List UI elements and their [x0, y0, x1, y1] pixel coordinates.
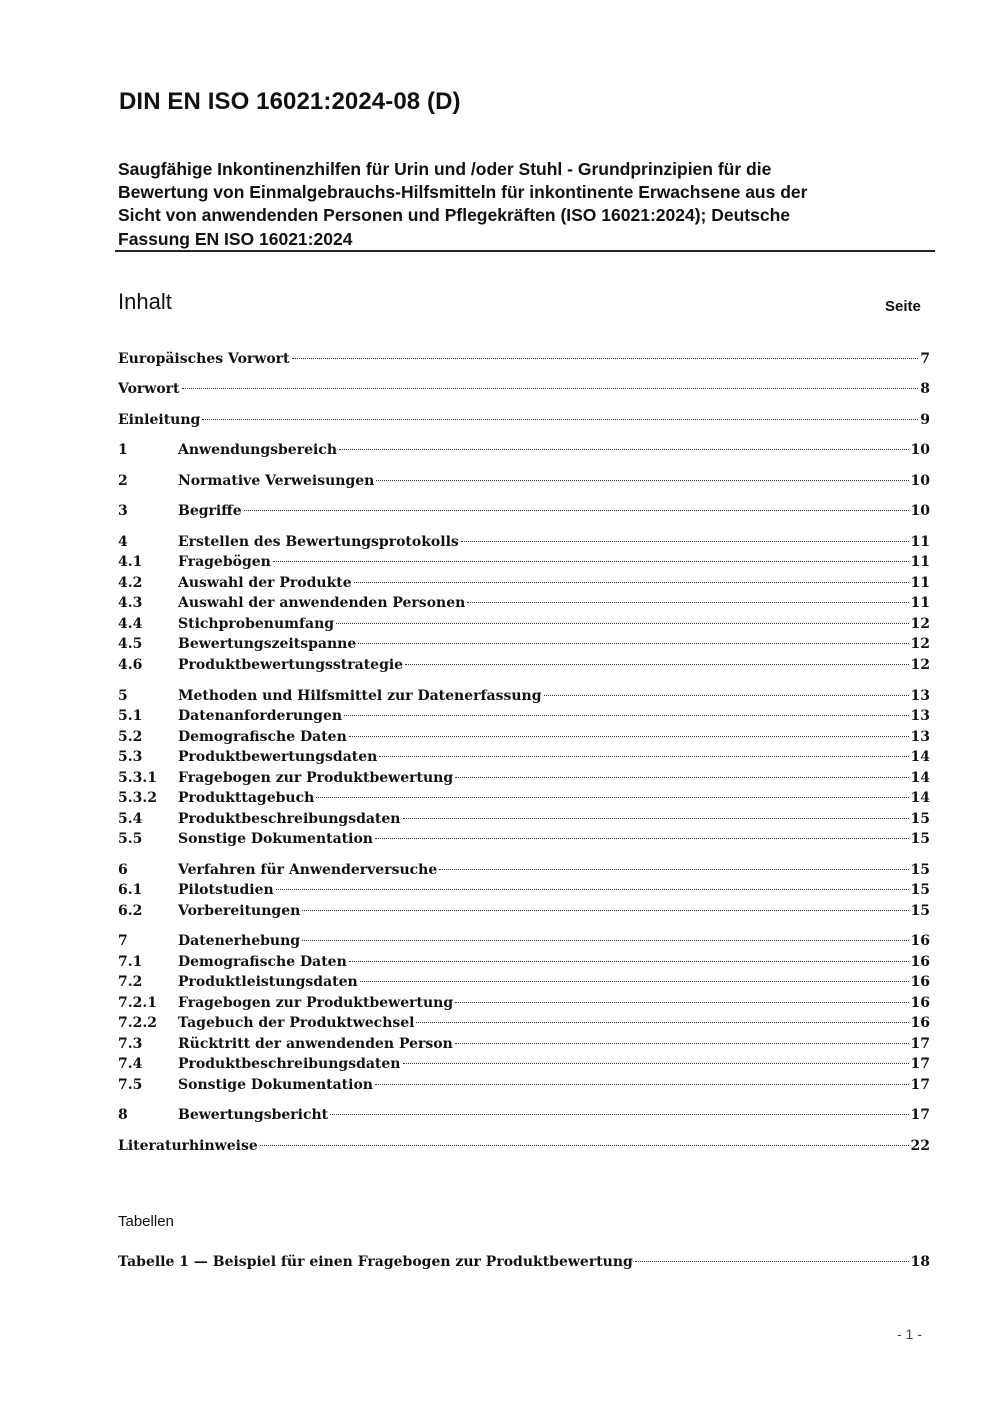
- toc-entry-page: 16: [910, 974, 930, 990]
- page-number: - 1 -: [897, 1326, 922, 1342]
- toc-entry-page: 11: [910, 534, 930, 550]
- toc-leader-dots: [273, 561, 909, 562]
- toc-entry-number: 5.3.1: [118, 770, 157, 786]
- toc-entry[interactable]: [118, 1252, 930, 1272]
- toc-leader-dots: [302, 910, 908, 911]
- toc-entry-number: 6: [118, 862, 128, 878]
- toc-entry[interactable]: [118, 1075, 930, 1095]
- toc-entry-title: Produktbewertungsdaten: [178, 749, 378, 765]
- toc-leader-dots: [330, 1114, 908, 1115]
- toc-entry[interactable]: [118, 747, 930, 767]
- toc-entry-title: Einleitung: [118, 412, 201, 428]
- toc-leader-dots: [349, 736, 909, 737]
- toc-entry-page: 10: [910, 473, 930, 489]
- toc-entry-number: 7.2.1: [118, 995, 157, 1011]
- title-line: Fassung EN ISO 16021:2024: [118, 228, 353, 249]
- toc-leader-dots: [375, 838, 909, 839]
- toc-entry-page: 16: [910, 1015, 930, 1031]
- toc-leader-dots: [405, 664, 908, 665]
- toc-entry-number: 4.1: [118, 554, 143, 570]
- toc-entry[interactable]: [118, 349, 930, 369]
- toc-entry[interactable]: [118, 593, 930, 613]
- toc-leader-dots: [292, 358, 919, 359]
- toc-entry-page: 13: [910, 688, 930, 704]
- toc-entry[interactable]: [118, 501, 930, 521]
- toc-entry-page: 15: [910, 903, 930, 919]
- toc-leader-dots: [358, 643, 908, 644]
- toc-entry-title: Produktbeschreibungsdaten: [178, 811, 401, 827]
- toc-leader-dots: [376, 480, 908, 481]
- toc-entry-page: 15: [910, 831, 930, 847]
- toc-entry-title: Auswahl der anwendenden Personen: [178, 595, 466, 611]
- toc-entry-title: Tagebuch der Produktwechsel: [178, 1015, 415, 1031]
- toc-entry-page: 15: [910, 862, 930, 878]
- toc-entry[interactable]: [118, 634, 930, 654]
- toc-entry[interactable]: [118, 532, 930, 552]
- title-line: Sicht von anwendenden Personen und Pflegekräften (ISO 16021:2024); Deutsche: [118, 205, 790, 226]
- toc-entry-title: Datenerhebung: [178, 933, 301, 949]
- toc-entry-page: 11: [910, 554, 930, 570]
- toc-entry-title: Begriffe: [178, 503, 242, 519]
- toc-entry[interactable]: [118, 993, 930, 1013]
- toc-entry-page: 12: [910, 657, 930, 673]
- toc-entry-page: 17: [910, 1036, 930, 1052]
- toc-entry-number: 1: [118, 442, 128, 458]
- toc-entry-title: Fragebögen: [178, 554, 271, 570]
- toc-entry-page: 8: [920, 381, 930, 397]
- toc-entry[interactable]: [118, 880, 930, 900]
- toc-entry-number: 5.1: [118, 708, 143, 724]
- title-divider: [115, 250, 935, 252]
- toc-entry[interactable]: [118, 972, 930, 992]
- toc-leader-dots: [354, 582, 909, 583]
- toc-entry-page: 9: [920, 412, 930, 428]
- toc-entry-title: Produktleistungsdaten: [178, 974, 358, 990]
- document-id: DIN EN ISO 16021:2024-08 (D): [119, 88, 461, 115]
- toc-entry-title: Demografische Daten: [178, 729, 347, 745]
- toc-entry-title: Auswahl der Produkte: [178, 575, 352, 591]
- toc-entry-title: Methoden und Hilfsmittel zur Datenerfassung: [178, 688, 542, 704]
- toc-entry-page: 16: [910, 933, 930, 949]
- toc-entry-number: 5.5: [118, 831, 143, 847]
- toc-entry-number: 3: [118, 503, 128, 519]
- toc-entry-number: 5: [118, 688, 128, 704]
- toc-entry-page: 16: [910, 954, 930, 970]
- toc-entry[interactable]: [118, 931, 930, 951]
- toc-entry-number: 7: [118, 933, 128, 949]
- toc-leader-dots: [182, 388, 919, 389]
- toc-entry-title: Produktbewertungsstrategie: [178, 657, 404, 673]
- toc-entry[interactable]: [118, 1034, 930, 1054]
- toc-entry-page: 15: [910, 811, 930, 827]
- toc-entry-title: Stichprobenumfang: [178, 616, 335, 632]
- toc-entry-title: Pilotstudien: [178, 882, 274, 898]
- toc-entry[interactable]: [118, 901, 930, 921]
- toc-entry-page: 14: [910, 790, 930, 806]
- toc-entry-page: 15: [910, 882, 930, 898]
- toc-entry[interactable]: [118, 809, 930, 829]
- toc-entry-page: 12: [910, 636, 930, 652]
- toc-entry[interactable]: [118, 573, 930, 593]
- toc-leader-dots: [461, 541, 909, 542]
- toc-entry[interactable]: [118, 1136, 930, 1156]
- toc-leader-dots: [403, 818, 909, 819]
- toc-entry-number: 7.3: [118, 1036, 143, 1052]
- toc-leader-dots: [244, 510, 909, 511]
- toc-entry-title: Sonstige Dokumentation: [178, 1077, 373, 1093]
- toc-entry-title: Fragebogen zur Produktbewertung: [178, 995, 454, 1011]
- toc-leader-dots: [336, 623, 908, 624]
- toc-entry-page: 10: [910, 503, 930, 519]
- toc-entry[interactable]: [118, 1054, 930, 1074]
- toc-entry-number: 6.2: [118, 903, 143, 919]
- toc-entry-page: 7: [920, 351, 930, 367]
- toc-entry-title: Bewertungsbericht: [178, 1107, 329, 1123]
- toc-leader-dots: [339, 449, 909, 450]
- toc-entry-number: 4.2: [118, 575, 143, 591]
- toc-entry-title: Rücktritt der anwendenden Person: [178, 1036, 453, 1052]
- toc-entry-page: 18: [910, 1254, 930, 1270]
- toc-leader-dots: [544, 695, 909, 696]
- toc-entry-title: Bewertungszeitspanne: [178, 636, 357, 652]
- toc-leader-dots: [455, 1002, 908, 1003]
- toc-entry-number: 7.5: [118, 1077, 143, 1093]
- toc-entry-number: 7.2.2: [118, 1015, 157, 1031]
- toc-entry-page: 13: [910, 708, 930, 724]
- toc-entry-title: Europäisches Vorwort: [118, 351, 290, 367]
- toc-entry[interactable]: [118, 614, 930, 634]
- toc-entry-page: 17: [910, 1056, 930, 1072]
- toc-entry-number: 5.2: [118, 729, 143, 745]
- toc-entry[interactable]: [118, 471, 930, 491]
- document-title: [118, 158, 918, 251]
- toc-entry[interactable]: [118, 1013, 930, 1033]
- toc-entry-number: 4: [118, 534, 128, 550]
- toc-entry-title: Verfahren für Anwenderversuche: [178, 862, 438, 878]
- toc-page-label: Seite: [885, 298, 921, 315]
- tables-heading: Tabellen: [118, 1213, 174, 1230]
- toc-entry-page: 17: [910, 1107, 930, 1123]
- toc-entry[interactable]: [118, 788, 930, 808]
- toc-entry[interactable]: [118, 860, 930, 880]
- toc-leader-dots: [349, 961, 909, 962]
- toc-leader-dots: [276, 889, 909, 890]
- toc-entry[interactable]: [118, 727, 930, 747]
- toc-leader-dots: [439, 869, 908, 870]
- toc-entry-number: 6.1: [118, 882, 143, 898]
- toc-entry-title: Produktbeschreibungsdaten: [178, 1056, 401, 1072]
- toc-leader-dots: [403, 1063, 909, 1064]
- toc-entry-title: Vorwort: [118, 381, 180, 397]
- toc-entry-page: 11: [910, 595, 930, 611]
- toc-entry[interactable]: [118, 768, 930, 788]
- toc-entry[interactable]: [118, 686, 930, 706]
- toc-leader-dots: [302, 940, 908, 941]
- toc-leader-dots: [260, 1145, 909, 1146]
- toc-leader-dots: [635, 1261, 909, 1262]
- toc-entry-title: Anwendungsbereich: [178, 442, 337, 458]
- toc-leader-dots: [416, 1022, 908, 1023]
- toc-leader-dots: [316, 797, 908, 798]
- toc-entry[interactable]: [118, 1105, 930, 1125]
- toc-entry-page: 17: [910, 1077, 930, 1093]
- toc-entry-number: 7.1: [118, 954, 143, 970]
- toc-entry-page: 11: [910, 575, 930, 591]
- toc-entry-page: 22: [910, 1138, 930, 1154]
- toc-entry-number: 4.5: [118, 636, 143, 652]
- toc-entry-title: Datenanforderungen: [178, 708, 343, 724]
- toc-entry-title: Vorbereitungen: [178, 903, 301, 919]
- toc-entry-number: 5.4: [118, 811, 143, 827]
- toc-leader-dots: [467, 602, 908, 603]
- toc-entry[interactable]: [118, 655, 930, 675]
- toc-entry-number: 7.4: [118, 1056, 143, 1072]
- toc-leader-dots: [344, 715, 908, 716]
- toc-entry[interactable]: [118, 440, 930, 460]
- toc-entry-number: 4.4: [118, 616, 143, 632]
- toc-entry[interactable]: [118, 952, 930, 972]
- toc-entry-page: 14: [910, 749, 930, 765]
- toc-entry-title: Sonstige Dokumentation: [178, 831, 373, 847]
- toc-entry[interactable]: [118, 706, 930, 726]
- toc-heading: Inhalt: [118, 289, 172, 314]
- title-line: Bewertung von Einmalgebrauchs-Hilfsmitteln für inkontinente Erwachsene aus der: [118, 182, 808, 203]
- toc-entry-page: 10: [910, 442, 930, 458]
- toc-entry-number: 5.3.2: [118, 790, 157, 806]
- toc-entry-title: Tabelle 1 — Beispiel für einen Fragebogen zur Produktbewertung: [118, 1254, 633, 1270]
- toc-entry-number: 5.3: [118, 749, 143, 765]
- toc-entry-page: 14: [910, 770, 930, 786]
- toc-leader-dots: [202, 419, 918, 420]
- toc-leader-dots: [455, 1043, 909, 1044]
- toc-entry[interactable]: [118, 410, 930, 430]
- toc-leader-dots: [455, 777, 908, 778]
- toc-leader-dots: [360, 981, 909, 982]
- toc-entry[interactable]: [118, 552, 930, 572]
- toc-entry-title: Fragebogen zur Produktbewertung: [178, 770, 454, 786]
- toc-leader-dots: [379, 756, 908, 757]
- toc-entry-number: 4.6: [118, 657, 143, 673]
- toc-entry-number: 4.3: [118, 595, 143, 611]
- toc-entry[interactable]: [118, 829, 930, 849]
- toc-entry-title: Normative Verweisungen: [178, 473, 375, 489]
- toc-entry-title: Literaturhinweise: [118, 1138, 258, 1154]
- title-line: Saugfähige Inkontinenzhilfen für Urin und /oder Stuhl - Grundprinzipien für die: [118, 159, 772, 179]
- toc-entry[interactable]: [118, 379, 930, 399]
- toc-entry-number: 2: [118, 473, 128, 489]
- toc-entry-title: Produkttagebuch: [178, 790, 315, 806]
- toc-entry-page: 16: [910, 995, 930, 1011]
- toc-entry-title: Erstellen des Bewertungsprotokolls: [178, 534, 459, 550]
- toc-entry-page: 12: [910, 616, 930, 632]
- toc-entry-number: 7.2: [118, 974, 143, 990]
- toc-leader-dots: [375, 1084, 909, 1085]
- toc-entry-number: 8: [118, 1107, 128, 1123]
- toc-entry-title: Demografische Daten: [178, 954, 347, 970]
- toc-entry-page: 13: [910, 729, 930, 745]
